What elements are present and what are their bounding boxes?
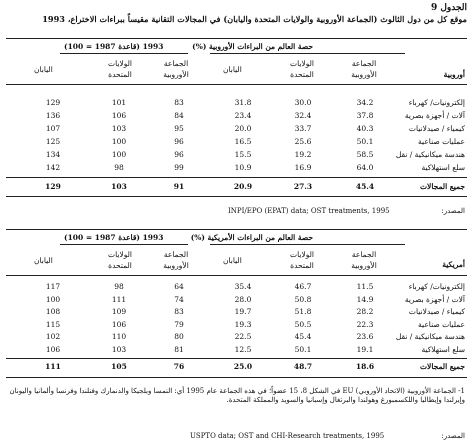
us-cell-us-i: 110 — [111, 332, 127, 342]
eu-cell-us: 33.7 — [294, 124, 312, 133]
eu-cell-jp: 16.5 — [234, 137, 252, 146]
us-cell-eu-i: 83 — [174, 307, 184, 317]
us-region-label: أمريكية — [442, 260, 465, 269]
eu-cell-us-i: 101 — [111, 98, 127, 107]
eu-source-label: المصدر: — [441, 207, 465, 215]
us-row-label: كيمياء / صيدلانيات — [408, 307, 465, 317]
eu-row-label: هندسة ميكانيكية / نقل — [395, 150, 465, 159]
eu-row-label: عمليات صناعية — [418, 137, 465, 146]
us-cell-us: 51.8 — [294, 307, 312, 317]
eu-row-label: إلكترونيات/ كهرباء — [408, 98, 465, 107]
us-col-jp: اليابان — [223, 256, 242, 265]
eu-cell-eu: 50.1 — [356, 137, 374, 146]
eu-cell-eu: 58.5 — [356, 150, 374, 159]
eu-total-eu-i: 91 — [173, 182, 185, 191]
us-cell-jp: 19.3 — [234, 319, 252, 329]
us-total-label: جميع المجالات — [419, 362, 465, 371]
eu-cell-jp-i: 125 — [45, 137, 61, 146]
table-label: الجدول 9 — [430, 3, 467, 13]
eu-cell-eu-i: 95 — [174, 124, 184, 133]
eu-col-eu: الجماعة الأوروبية — [351, 59, 377, 79]
eu-cell-jp-i: 136 — [45, 111, 61, 120]
eu-cell-us-i: 98 — [114, 163, 124, 172]
us-cell-us-i: 98 — [114, 282, 124, 291]
eu-total-us: 27.3 — [293, 182, 313, 191]
eu-cell-eu-i: 96 — [174, 137, 184, 146]
eu-cell-jp-i: 107 — [45, 124, 61, 133]
us-cell-jp-i: 102 — [45, 332, 61, 342]
us-total-jp: 25.0 — [233, 362, 253, 371]
us-cell-eu: 14.9 — [356, 294, 374, 304]
us-col-jp-idx: اليابان — [34, 256, 53, 265]
eu-region-label: أوروبية — [443, 70, 465, 79]
eu-cell-us: 19.2 — [294, 150, 312, 159]
us-cell-us: 46.7 — [294, 282, 312, 291]
us-total-us-i: 105 — [111, 362, 127, 371]
eu-cell-us: 30.0 — [294, 98, 312, 107]
eu-cell-us: 32.4 — [294, 111, 312, 120]
eu-cell-us: 25.6 — [294, 137, 312, 146]
eu-cell-us-i: 103 — [111, 124, 127, 133]
us-total-eu-i: 76 — [173, 362, 185, 371]
eu-cell-jp-i: 134 — [45, 150, 61, 159]
us-cell-us-i: 106 — [111, 319, 127, 329]
eu-cell-eu: 37.8 — [356, 111, 374, 120]
eu-group-right: حصة العالم من البراءات الأوروبية (%) — [192, 42, 313, 51]
us-cell-us: 50.1 — [294, 345, 312, 354]
us-row-label: سلع استهلاكية — [421, 345, 465, 354]
us-cell-us-i: 111 — [111, 294, 127, 304]
eu-cell-eu: 34.2 — [356, 98, 374, 107]
eu-cell-jp: 20.0 — [234, 124, 252, 133]
eu-cell-us-i: 106 — [111, 111, 127, 120]
eu-cell-eu-i: 83 — [174, 98, 184, 107]
eu-cell-eu-i: 84 — [174, 111, 184, 120]
eu-group-left: 1993 (قاعدة 1987 = 100) — [64, 42, 164, 51]
us-cell-us: 50.5 — [294, 319, 312, 329]
us-source-label: المصدر: — [441, 432, 465, 440]
eu-col-jp-idx: اليابان — [34, 65, 53, 74]
eu-row-label: كيمياء / صيدلانيات — [408, 124, 465, 133]
us-cell-jp: 12.5 — [234, 345, 252, 354]
us-group-left: 1993 (قاعدة 1987 = 100) — [64, 233, 164, 242]
us-cell-eu-i: 80 — [174, 332, 184, 342]
us-cell-eu-i: 74 — [174, 294, 184, 304]
us-cell-eu: 23.6 — [356, 332, 374, 342]
eu-col-jp: اليابان — [223, 65, 242, 74]
eu-col-eu-idx: الجماعة الأوروبية — [163, 59, 189, 79]
eu-col-us-idx: الولايات المتحدة — [108, 59, 132, 79]
eu-total-jp: 20.9 — [233, 182, 253, 191]
eu-cell-eu-i: 99 — [174, 163, 184, 172]
eu-cell-eu: 40.3 — [356, 124, 374, 133]
eu-cell-jp-i: 129 — [45, 98, 61, 107]
us-cell-jp: 35.4 — [234, 282, 252, 291]
eu-cell-us-i: 100 — [111, 137, 127, 146]
eu-cell-jp: 15.5 — [234, 150, 252, 159]
us-cell-us-i: 103 — [111, 345, 127, 354]
us-group-right: حصة العالم من البراءات الأمريكية (%) — [190, 233, 313, 242]
us-cell-jp-i: 108 — [45, 307, 61, 317]
us-cell-eu: 28.2 — [356, 307, 374, 317]
eu-cell-jp: 31.8 — [234, 98, 252, 107]
us-cell-eu: 11.5 — [356, 282, 374, 291]
us-cell-us: 45.4 — [294, 332, 312, 342]
us-cell-jp-i: 106 — [45, 345, 61, 354]
us-cell-eu-i: 64 — [174, 282, 184, 291]
us-cell-jp-i: 100 — [45, 294, 61, 304]
eu-row-label: سلع استهلاكية — [421, 163, 465, 172]
us-total-jp-i: 111 — [45, 362, 61, 371]
eu-col-us: الولايات المتحدة — [290, 59, 314, 79]
eu-total-eu: 45.4 — [355, 182, 375, 191]
us-row-label: هندسة ميكانيكية / نقل — [395, 332, 465, 342]
us-col-eu: الجماعة الأوروبية — [351, 250, 377, 270]
us-source: USPTO data; OST and CHI-Research treatments, 1995 — [190, 432, 385, 440]
us-col-us-idx: الولايات المتحدة — [108, 250, 132, 270]
eu-total-label: جميع المجالات — [419, 182, 465, 191]
us-total-eu: 18.6 — [355, 362, 375, 371]
eu-total-jp-i: 129 — [45, 182, 61, 191]
eu-total-us-i: 103 — [111, 182, 127, 191]
eu-source: INPI/EPO (EPAT) data; OST treatments, 1995 — [228, 207, 390, 215]
us-col-us: الولايات المتحدة — [290, 250, 314, 270]
eu-cell-us: 16.9 — [294, 163, 312, 172]
us-cell-jp: 22.5 — [234, 332, 252, 342]
us-cell-eu-i: 79 — [174, 319, 184, 329]
us-cell-jp: 28.0 — [234, 294, 252, 304]
eu-cell-us-i: 100 — [111, 150, 127, 159]
eu-row-label: آلات / أجهزة بصرية — [404, 111, 465, 120]
eu-cell-eu-i: 96 — [174, 150, 184, 159]
us-cell-eu-i: 81 — [174, 345, 184, 354]
us-total-us: 48.7 — [293, 362, 313, 371]
footnote: 1- الجماعة الأوروبية (الاتحاد الأوروبي) EU في الشكل 8، 15 عضواً؛ في هذه الجماعة عام 1995 أي: النمسا وبلجيكا والدنمارك وفنلندا وفرنسا وألمانيا واليونان وإيرلندا وإيطاليا واللكسمبورغ وهولندا والبرتغال وإسبانيا والسويد والمملكة المتحدة. — [9, 387, 465, 404]
us-cell-eu: 22.3 — [356, 319, 374, 329]
us-cell-jp: 19.7 — [234, 307, 252, 317]
us-cell-us: 50.8 — [294, 294, 312, 304]
eu-cell-jp: 10.9 — [234, 163, 252, 172]
us-cell-jp-i: 117 — [45, 282, 61, 291]
us-cell-eu: 19.1 — [356, 345, 374, 354]
eu-cell-jp: 23.4 — [234, 111, 252, 120]
us-cell-jp-i: 115 — [45, 319, 61, 329]
us-row-label: عمليات صناعية — [418, 319, 465, 329]
us-row-label: آلات / أجهزة بصرية — [404, 294, 465, 304]
table-title: موقع كل من دول الثالوث (الجماعة الأوروبية والولايات المتحدة واليابان) في المجالات التقانية مقيساً ببراءات الاختراع، 1993 — [42, 14, 467, 24]
eu-cell-jp-i: 142 — [45, 163, 61, 172]
us-cell-us-i: 109 — [111, 307, 127, 317]
eu-cell-eu: 64.0 — [356, 163, 374, 172]
us-row-label: إلكترونيات/ كهرباء — [408, 282, 465, 291]
us-col-eu-idx: الجماعة الأوروبية — [163, 250, 189, 270]
